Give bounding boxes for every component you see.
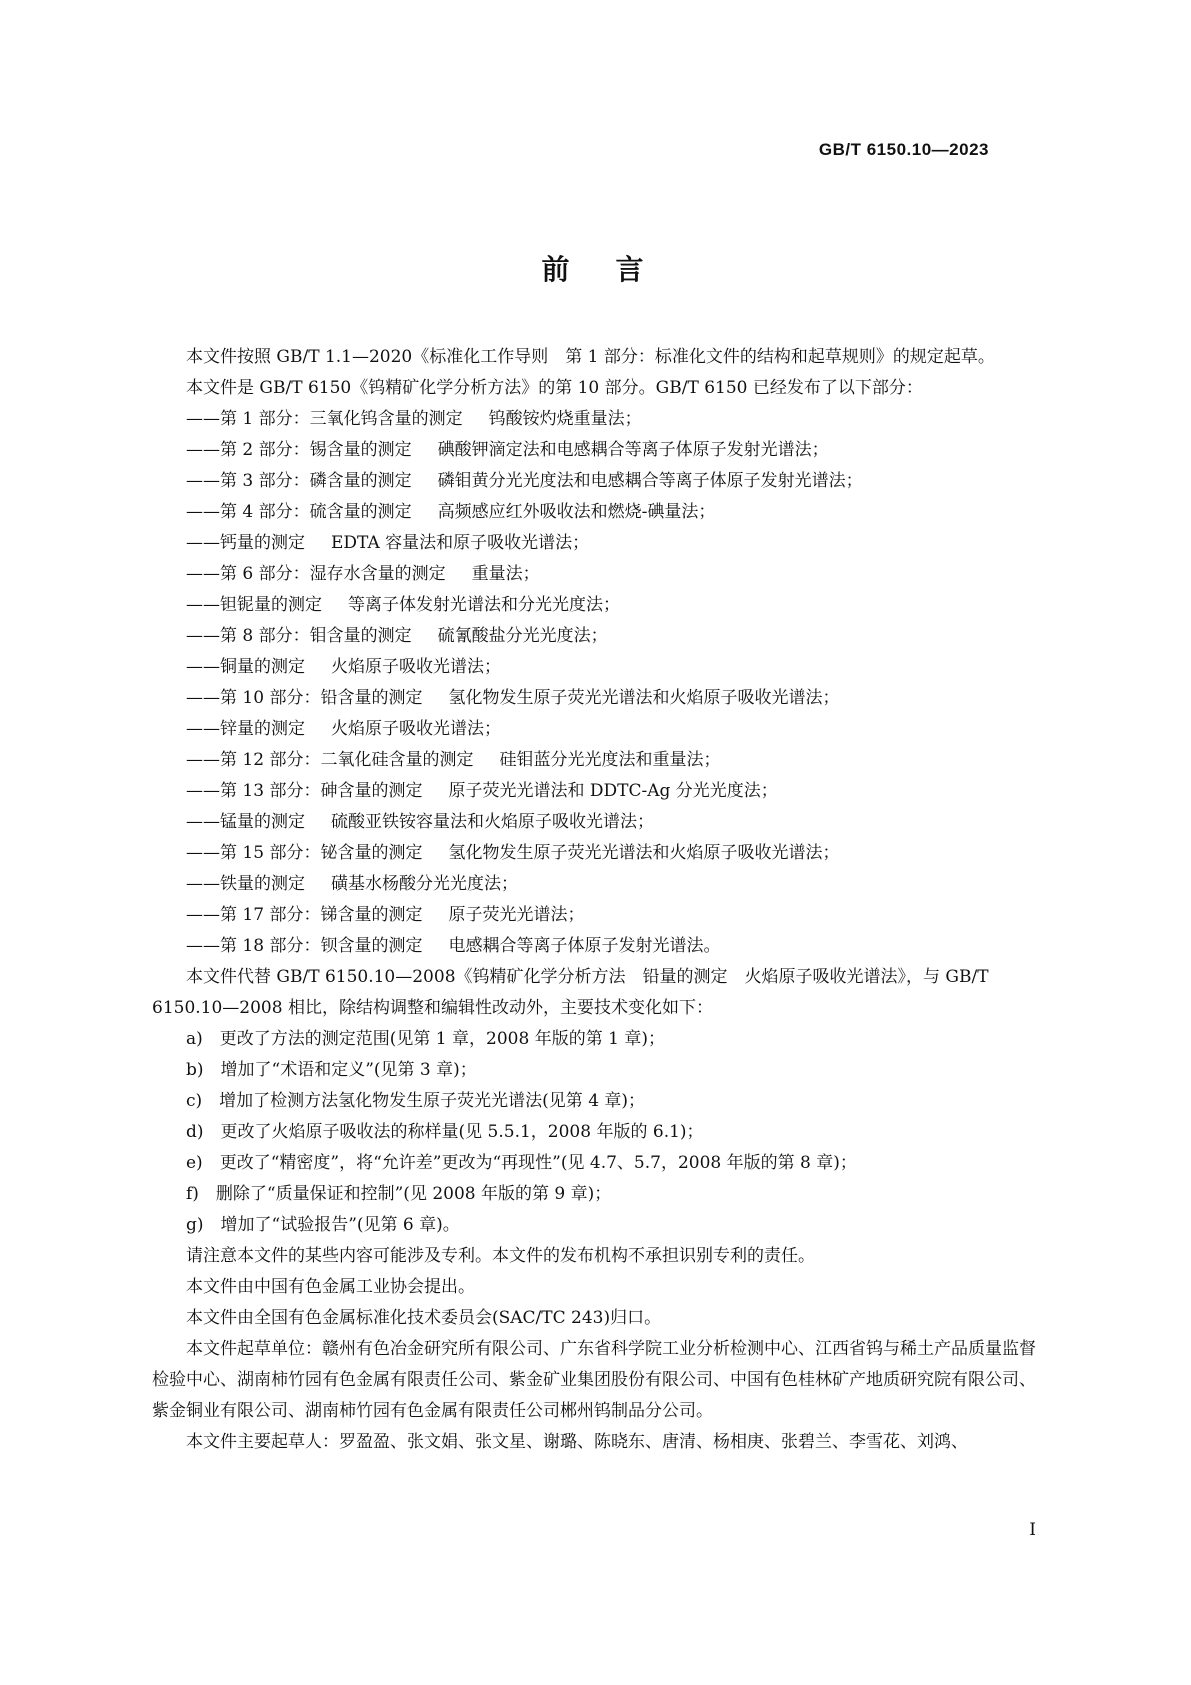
list-item: ——第 2 部分：锡含量的测定 碘酸钾滴定法和电感耦合等离子体原子发射光谱法； [186, 440, 829, 460]
list-item: b) 增加了“术语和定义”(见第 3 章)； [186, 1060, 477, 1080]
list-item: ——锌量的测定 火焰原子吸收光谱法； [186, 719, 501, 739]
list-item: ——第 3 部分：磷含量的测定 磷钼黄分光光度法和电感耦合等离子体原子发射光谱法； [186, 471, 863, 491]
list-item: ——锰量的测定 硫酸亚铁铵容量法和火焰原子吸收光谱法； [186, 812, 654, 832]
paragraph-patent-notice: 请注意本文件的某些内容可能涉及专利。本文件的发布机构不承担识别专利的责任。 [186, 1246, 815, 1266]
list-item: ——第 4 部分：硫含量的测定 高频感应红外吸收法和燃烧-碘量法； [186, 502, 716, 522]
list-item: ——钽铌量的测定 等离子体发射光谱法和分光光度法； [186, 595, 620, 615]
list-item: ——第 8 部分：钼含量的测定 硫氰酸盐分光光度法； [186, 626, 608, 646]
list-item: a) 更改了方法的测定范围(见第 1 章，2008 年版的第 1 章)； [186, 1029, 665, 1049]
list-item: ——钙量的测定 EDTA 容量法和原子吸收光谱法； [186, 533, 590, 553]
paragraph-series-intro: 本文件是 GB/T 6150《钨精矿化学分析方法》的第 10 部分。GB/T 6150 已经发布了以下部分： [186, 378, 923, 398]
list-item: f) 删除了“质量保证和控制”(见 2008 年版的第 9 章)； [186, 1184, 612, 1204]
page-title: 前言 [541, 253, 690, 286]
paragraph-proposer: 本文件由中国有色金属工业协会提出。 [186, 1277, 475, 1297]
list-item: ——第 18 部分：钡含量的测定 电感耦合等离子体原子发射光谱法。 [186, 936, 721, 956]
list-item: d) 更改了火焰原子吸收法的称样量(见 5.5.1，2008 年版的 6.1)； [186, 1122, 704, 1142]
list-item: ——第 13 部分：砷含量的测定 原子荧光光谱法和 DDTC-Ag 分光光度法； [186, 781, 778, 801]
list-item: e) 更改了“精密度”，将“允许差”更改为“再现性”(见 4.7、5.7，2008 年版的第 8 章)； [186, 1153, 857, 1173]
list-item: g) 增加了“试验报告”(见第 6 章)。 [186, 1215, 460, 1235]
list-item: ——铁量的测定 磺基水杨酸分光光度法； [186, 874, 518, 894]
list-item: ——第 15 部分：铋含量的测定 氢化物发生原子荧光光谱法和火焰原子吸收光谱法； [186, 843, 840, 863]
parts-list [152, 404, 1037, 962]
list-item: ——第 10 部分：铅含量的测定 氢化物发生原子荧光光谱法和火焰原子吸收光谱法； [186, 688, 840, 708]
list-item: ——铜量的测定 火焰原子吸收光谱法； [186, 657, 501, 677]
standard-id: GB/T 6150.10—2023 [818, 140, 989, 159]
page-number: I [1029, 1520, 1036, 1540]
paragraph-committee: 本文件由全国有色金属标准化技术委员会(SAC/TC 243)归口。 [186, 1308, 662, 1328]
changes-list [152, 1024, 1037, 1241]
paragraph-drafters: 本文件主要起草人：罗盈盈、张文娟、张文星、谢璐、陈晓东、唐清、杨相庚、张碧兰、李雪花、刘鸿、 [186, 1432, 968, 1452]
paragraph-replacement: 本文件代替 GB/T 6150.10—2008《钨精矿化学分析方法 铅量的测定 火焰原子吸收光谱法》，与 GB/T 6150.10—2008 相比，除结构调整和编辑性改动外，主要技术变化如下： [152, 967, 989, 1018]
paragraph-drafting-units: 本文件起草单位：赣州有色冶金研究所有限公司、广东省科学院工业分析检测中心、江西省钨与稀土产品质量监督检验中心、湖南柿竹园有色金属有限责任公司、紫金矿业集团股份有限公司、中国有色桂林矿产地质研究院有限公司、紫金铜业有限公司、湖南柿竹园有色金属有限责任公司郴州钨制品分公司。 [152, 1339, 1036, 1421]
list-item: ——第 1 部分：三氧化钨含量的测定 钨酸铵灼烧重量法； [186, 409, 642, 429]
list-item: c) 增加了检测方法氢化物发生原子荧光光谱法(见第 4 章)； [186, 1091, 646, 1111]
list-item: ——第 12 部分：二氧化硅含量的测定 硅钼蓝分光光度法和重量法； [186, 750, 721, 770]
foreword-body [152, 342, 1037, 1458]
list-item: ——第 6 部分：湿存水含量的测定 重量法； [186, 564, 540, 584]
list-item: ——第 17 部分：锑含量的测定 原子荧光光谱法； [186, 905, 585, 925]
paragraph-drafting-rules: 本文件按照 GB/T 1.1—2020《标准化工作导则 第 1 部分：标准化文件的结构和起草规则》的规定起草。 [186, 347, 995, 367]
